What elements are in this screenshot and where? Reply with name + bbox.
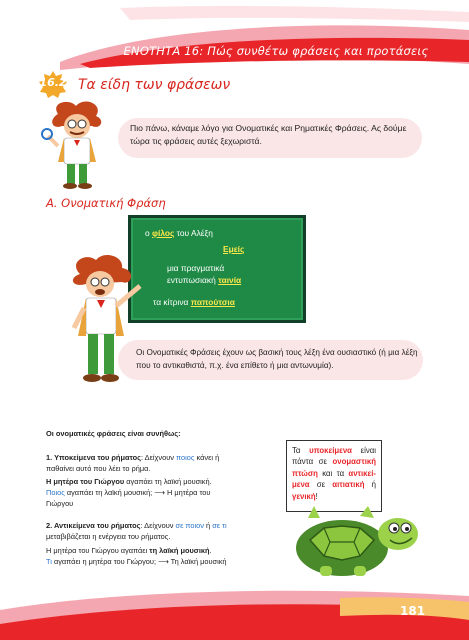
turtle-illustration <box>290 504 430 580</box>
header-band <box>0 0 469 70</box>
item2-question: Τι αγαπάει η μητέρα του Γιώργου; ⟶ Τη λαϊκή μουσική <box>46 557 227 566</box>
board-line-5: τα κίτρινα παπούτσια <box>153 297 235 307</box>
noun-phrase-heading: Α. Ονοματική Φράση <box>46 196 166 210</box>
section-title: Τα είδη των φράσεων <box>78 77 231 93</box>
page-number: 181 <box>400 604 426 618</box>
professor-illustration <box>40 96 112 192</box>
chalkboard <box>128 215 306 323</box>
item1-answer-line2: Γιώργου <box>46 499 74 508</box>
item2-example: Η μητέρα του Γιώργου αγαπάει τη λαϊκή μουσική. <box>46 546 212 555</box>
item2-desc-line2: μεταβιβάζεται η ενέργεια του ρήματος. <box>46 532 171 541</box>
tip-text: Τα υποκείμενα είναι πάντα σε ονομαστική πτώση και τα αντικεί-μενα σε αιτιατική ή γενική! <box>292 446 376 501</box>
board-line-4: εντυπωσιακή ταινία <box>167 275 242 285</box>
board-line-2: Εμείς <box>223 244 245 254</box>
item2-title-line: 2. Αντικείμενα του ρήματος: Δείχνουν σε ποιον ή σε τι <box>46 521 227 530</box>
footer-band <box>0 580 469 640</box>
note-text: Οι Ονοματικές Φράσεις έχουν ως βασική τους λέξη ένα ουσιαστικό (ή μια λέξη που το αντικαθιστά, π.χ. ένα επίθετο ή μια αντωνυμία). <box>136 348 418 370</box>
board-line-1: ο φίλος του Αλέξη <box>145 228 213 238</box>
item1-desc-line2: παθαίνει αυτό που λέει το ρήμα. <box>46 464 151 473</box>
item1-question: Ποιος αγαπάει τη λαϊκή μουσική; ⟶ Η μητέρα του <box>46 488 211 497</box>
arrow-icon: ⟶ <box>154 488 165 497</box>
content-lead: Οι ονοματικές φράσεις είναι συνήθως: <box>46 429 181 438</box>
unit-title: ΕΝΟΤΗΤΑ 16: Πώς συνθέτω φράσεις και προτάσεις <box>123 44 429 58</box>
section-number: 16.2 <box>39 76 67 89</box>
intro-text: Πιο πάνω, κάναμε λόγο για Ονοματικές και Ρηματικές Φράσεις. Ας δούμε τώρα τις φράσεις αυτές ξεχωριστά. <box>130 123 407 146</box>
board-line-3: μια πραγματικά <box>167 263 225 273</box>
item1-example: Η μητέρα του Γιώργου αγαπάει τη λαϊκή μουσική. <box>46 477 212 486</box>
arrow-icon: ⟶ <box>158 557 169 566</box>
item1-title-line: 1. Υποκείμενα του ρήματος: Δείχνουν ποιος κάνει ή <box>46 453 220 462</box>
